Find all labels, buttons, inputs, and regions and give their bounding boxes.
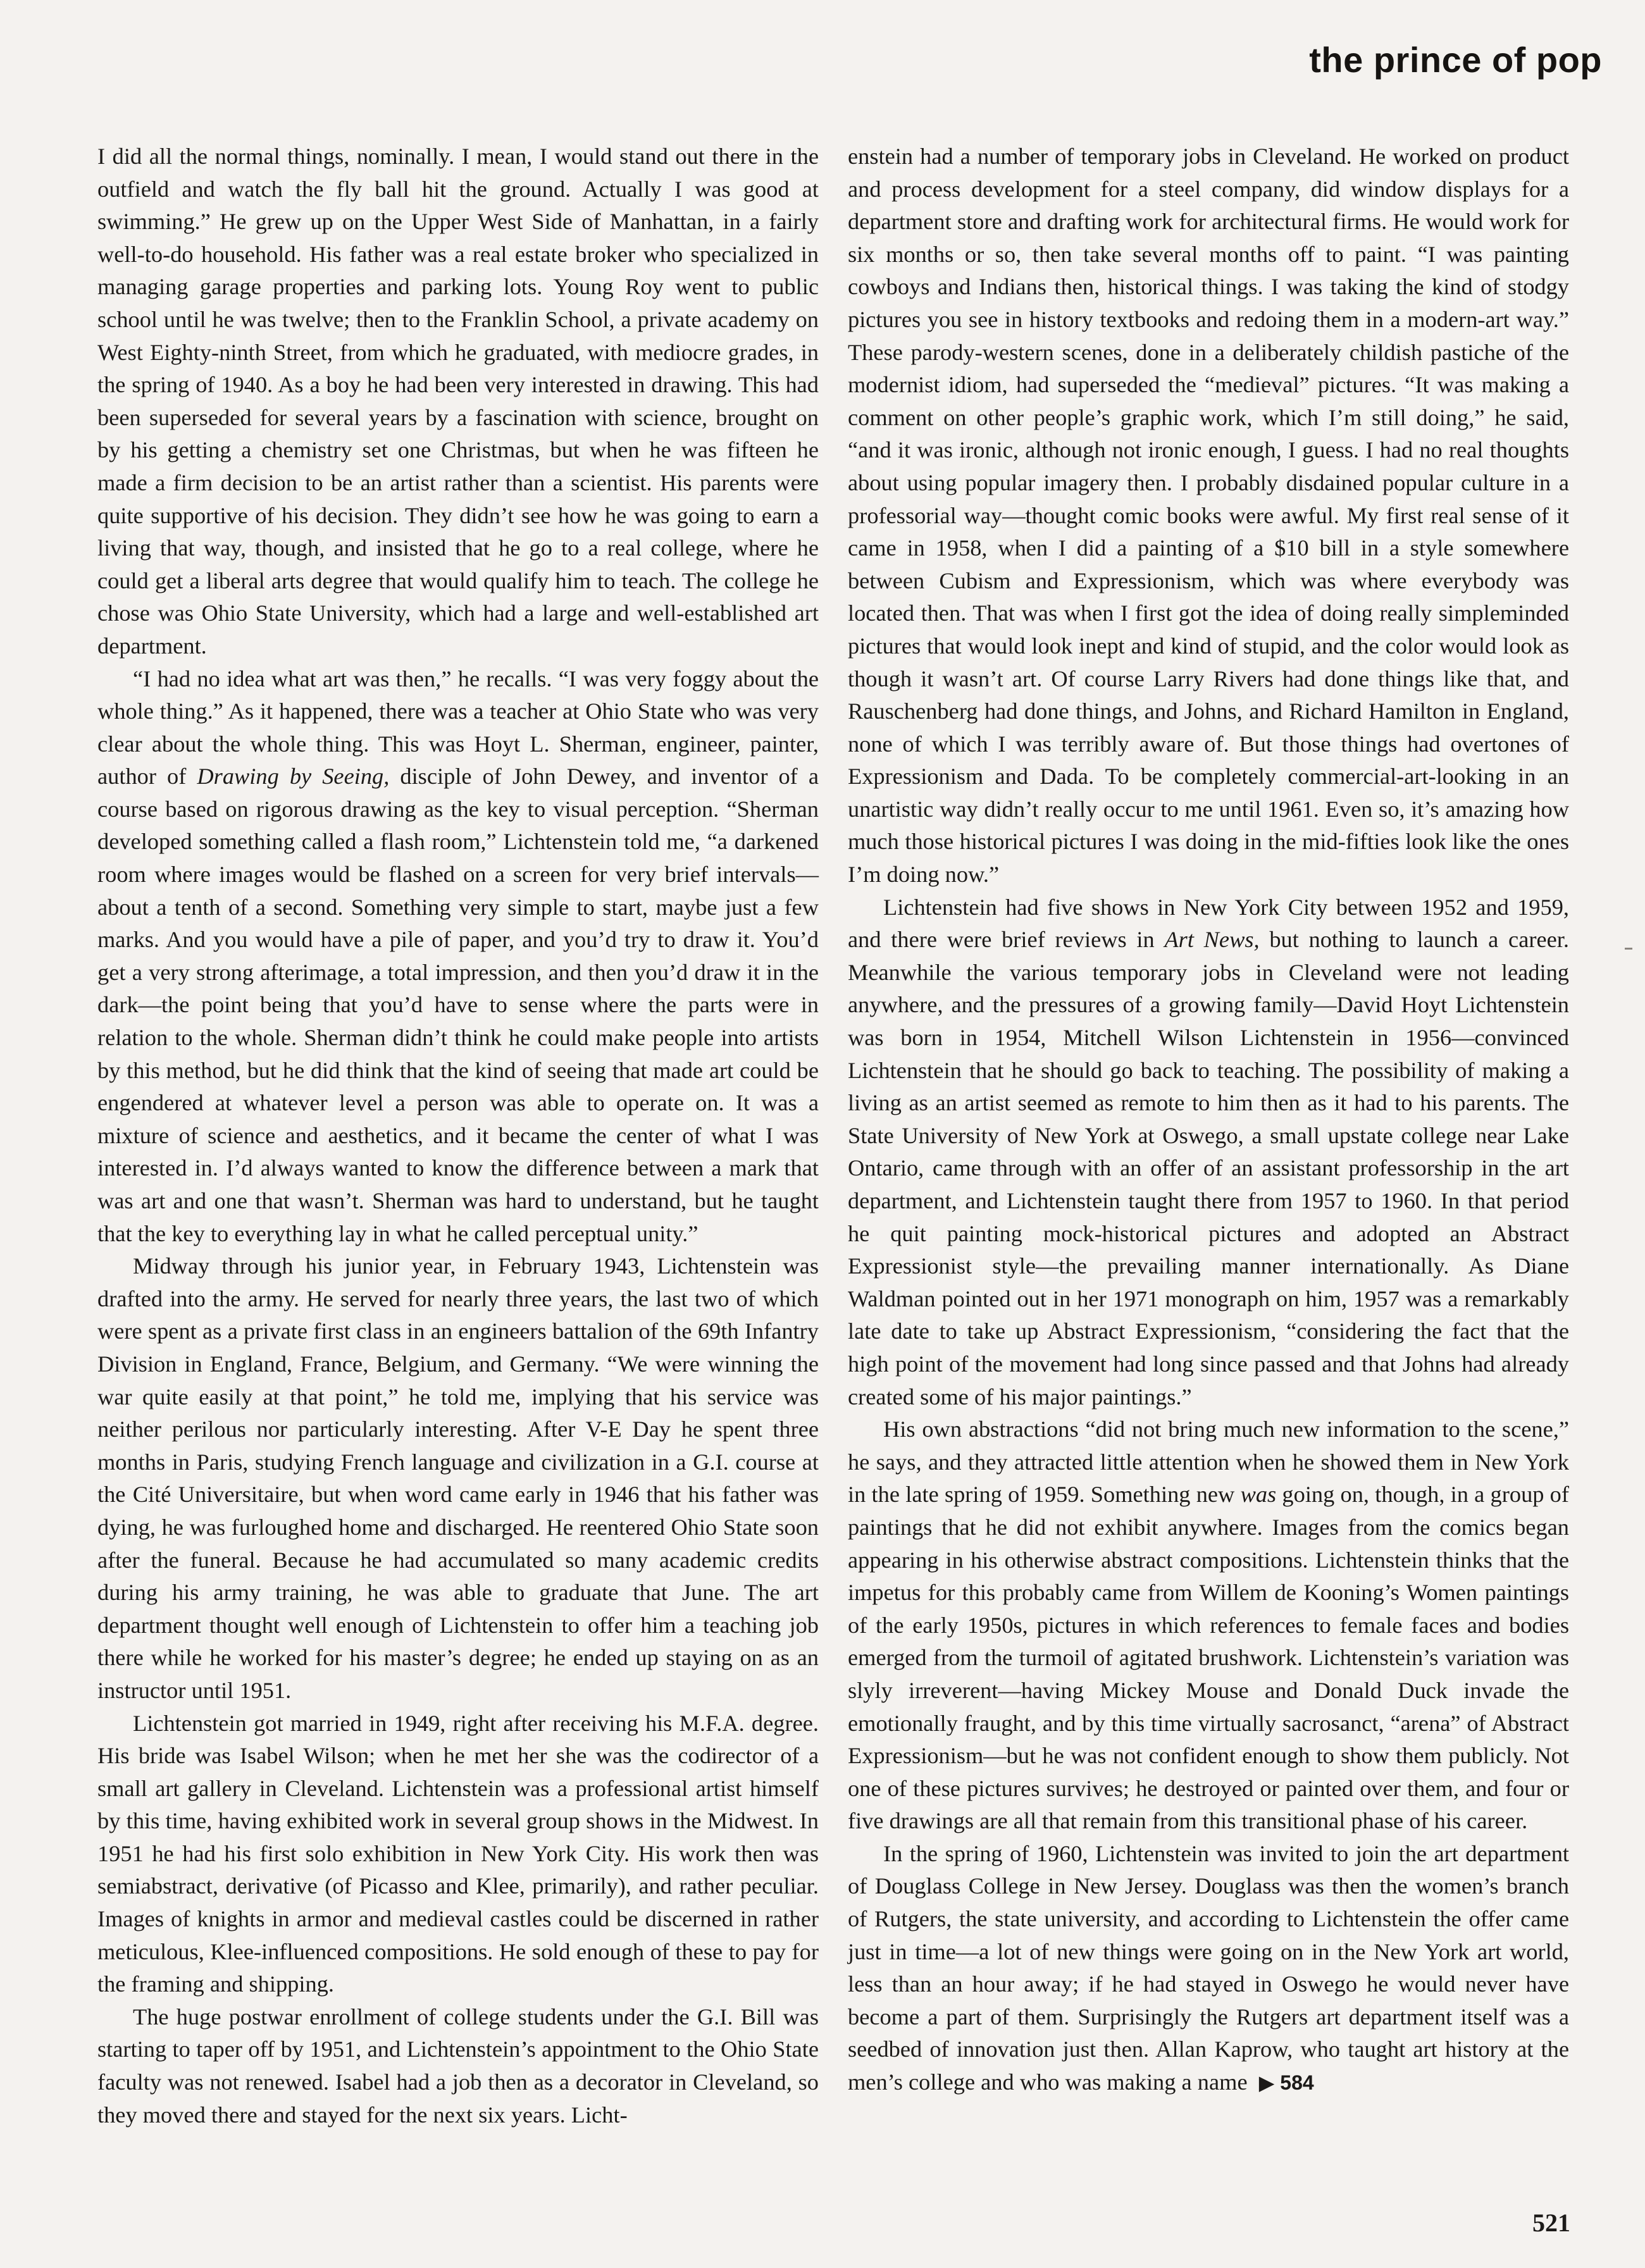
margin-mark [1625, 948, 1632, 950]
paragraph [848, 1413, 1569, 1838]
right-column [848, 140, 1569, 2100]
publication-title: Art News, [1164, 927, 1260, 953]
left-column [97, 140, 819, 2131]
paragraph-text: “I had no idea what art was then,” he recalls. “I was very foggy about the whole thing.” As it happened, there was a teacher at Ohio State who was very clear about the whole thing. This was Hoyt L. Sherman, engineer, painter, author of [97, 666, 819, 790]
paragraph: enstein had a number of temporary jobs in Cleveland. He worked on product and process development for a steel company, did window displays for a department store and drafting work for architectural firms. He would work for six months or so, then take several months off to paint. “I was painting cowboys and Indians then, historical things. I was taking the kind of stodgy pictures you see in history textbooks and redoing them in a modern-art way.” These parody-western scenes, done in a deliberately childish pastiche of the modernist idiom, had superseded the “medieval” pictures. “It was making a comment on other people’s graphic work, which I’m still doing,” he said, “and it was ironic, although not ironic enough, I guess. I had no real thoughts about using popular imagery then. I probably disdained popular culture in a professorial way—thought comic books were awful. My first real sense of it came in 1958, when I did a painting of a $10 bill in a style somewhere between Cubism and Expressionism, which was where everybody was located then. That was when I first got the idea of doing really simpleminded pictures that would look inept and kind of stupid, and the color would look as though it wasn’t art. Of course Larry Rivers had done things like that, and Rauschenberg had done things, and Johns, and Richard Hamilton in England, none of which I was terribly aware of. But those things had overtones of Expressionism and Dada. To be completely commercial-art-looking in an unartistic way didn’t really occur to me until 1961. Even so, it’s amazing how much those historical pictures I was doing in the mid-fifties look like the ones I’m doing now.” [848, 144, 1569, 888]
play-arrow-icon: ▶ [1258, 2071, 1275, 2095]
paragraph [848, 1838, 1569, 2100]
paragraph: I did all the normal things, nominally. I mean, I would stand out there in the outfield and watch the fly ball hit the ground. Actually I was good at swimming.” He grew up on the Upper West Side of Manhattan, in a fairly well-to-do household. His father was a real estate broker who specialized in managing garage properties and parking lots. Young Roy went to public school until he was twelve; then to the Franklin School, a private academy on West Eighty-ninth Street, from which he graduated, with mediocre grades, in the spring of 1940. As a boy he had been very interested in drawing. This had been superseded for several years by a fascination with science, brought on by his getting a chemistry set one Christmas, but when he was fifteen he made a firm decision to be an artist rather than a scientist. His parents were quite supportive of his decision. They didn’t see how he was going to earn a living that way, though, and insisted that he go to a real college, where he could get a liberal arts degree that would qualify him to teach. The college he chose was Ohio State University, which had a large and well-established art department. [97, 144, 819, 659]
paragraph: Midway through his junior year, in February 1943, Lichtenstein was drafted into the army. He served for nearly three years, the last two of which were spent as a private first class in an engineers battalion of the 69th Infantry Division in England, France, Belgium, and Germany. “We were winning the war quite easily at that point,” he told me, implying that his service was neither perilous nor particularly interesting. After V-E Day he spent three months in Paris, studying French language and civilization in a G.I. course at the Cité Universitaire, but when word came early in 1946 that his father was dying, he was furloughed home and discharged. He reentered Ohio State soon after the funeral. Because he had accumulated so many academic credits during his army training, he was able to graduate that June. The art department thought well enough of Lichtenstein to offer him a teaching job there while he worked for his master’s degree; he ended up staying on as an instructor until 1951. [97, 1253, 819, 1703]
paragraph-text: going on, though, in a group of paintings that he did not exhibit anywhere. Images from the comics began appearing in his otherwise abstract compositions. Lichtenstein thinks that the impetus for this probably came from Willem de Kooning’s Women paintings of the early 1950s, pictures in which references to female faces and bodies emerged from the turmoil of agitated brushwork. Lichtenstein’s variation was slyly irreverent—having Mickey Mouse and Donald Duck invade the emotionally fraught, and by this time virtually sacrosanct, “arena” of Abstract Expressionism—but he was not confident enough to show them publicly. Not one of these pictures survives; he destroyed or painted over them, and four or five drawings are all that remain from this transitional phase of his career. [848, 1482, 1569, 1834]
page-number: 521 [1532, 2209, 1570, 2237]
paragraph [848, 891, 1569, 1414]
paragraph-text: disciple of John Dewey, and inventor of a course based on rigorous drawing as the key to visual perception. “Sherman developed something called a flash room,” Lichtenstein told me, “a darkened room where images would be flashed on a screen for very brief intervals—about a tenth of a second. Something very simple to start, maybe just a few marks. And you would have a pile of paper, and you’d try to draw it. You’d get a very strong afterimage, a total impression, and then you’d draw it in the dark—the point being that you’d have to sense where the parts were in relation to the whole. Sherman didn’t think he could make people into artists by this method, but he did think that the kind of seeing that made art could be engendered at whatever level a person was able to operate on. It was a mixture of science and aesthetics, and it became the center of what I was interested in. I’d always wanted to know the difference between a mark that was art and one that wasn’t. Sherman was hard to understand, but he taught that the key to everything lay in what he called perceptual unity.” [97, 764, 819, 1246]
paragraph-text: but nothing to launch a career. Meanwhile the various temporary jobs in Cleveland were not leading anywhere, and the pressures of a growing family—David Hoyt Lichtenstein was born in 1954, Mitchell Wilson Lichtenstein in 1956—convinced Lichtenstein that he should go back to teaching. The possibility of making a living as an artist seemed as remote to him then as it had to his parents. The State University of New York at Oswego, a small upstate college near Lake Ontario, came through with an offer of an assistant professorship in the art department, and Lichtenstein taught there from 1957 to 1960. In that period he quit painting mock-historical pictures and adopted an Abstract Expressionist style—the prevailing manner internationally. As Diane Waldman pointed out in her 1971 monograph on him, 1957 was a remarkably late date to take up Abstract Expressionism, “considering the fact that the high point of the movement had long since passed and that Johns had already created some of his major paintings.” [848, 927, 1569, 1410]
running-head: the prince of pop [1309, 40, 1602, 80]
paragraph-text: Lichtenstein had five shows in New York City between 1952 and 1959, and there were brief reviews in [848, 894, 1569, 953]
continued-jump[interactable] [1259, 2071, 1314, 2094]
paragraph-text: In the spring of 1960, Lichtenstein was invited to join the art department of Douglass College in New Jersey. Douglass was then the women’s branch of Rutgers, the state university, and according to Lichtenstein the offer came just in time—a lot of new things were going on in the New York art world, less than an hour away; if he had stayed in Oswego he would never have become a part of them. Surprisingly the Rutgers art department itself was a seedbed of innovation just then. Allan Kaprow, who taught art history at the men’s college and who was making a name [848, 1840, 1569, 2095]
emphasis: was [1240, 1482, 1277, 1508]
paragraph: Lichtenstein got married in 1949, right after receiving his M.F.A. degree. His bride was Isabel Wilson; when he met her she was the codirector of a small art gallery in Cleveland. Lichtenstein was a professional artist himself by this time, having exhibited work in several group shows in the Midwest. In 1951 he had his first solo exhibition in New York City. His work then was semiabstract, derivative (of Picasso and Klee, primarily), and rather peculiar. Images of knights in armor and medieval castles could be discerned in rather meticulous, Klee-influenced compositions. He sold enough of these to pay for the framing and shipping. [97, 1710, 819, 1997]
paragraph [97, 663, 819, 1251]
paragraph: The huge postwar enrollment of college students under the G.I. Bill was starting to taper off by 1951, and Lichtenstein’s appointment to the Ohio State faculty was not renewed. Isabel had a job then as a decorator in Cleveland, so they moved there and stayed for the next six years. Licht- [97, 2004, 819, 2128]
book-title: Drawing by Seeing, [197, 764, 390, 790]
paragraph-text: His own abstractions “did not bring much new information to the scene,” he says, and they attracted little attention when he showed them in New York in the late spring of 1959. Something new [848, 1416, 1569, 1508]
jump-page-number: 584 [1280, 2071, 1314, 2095]
